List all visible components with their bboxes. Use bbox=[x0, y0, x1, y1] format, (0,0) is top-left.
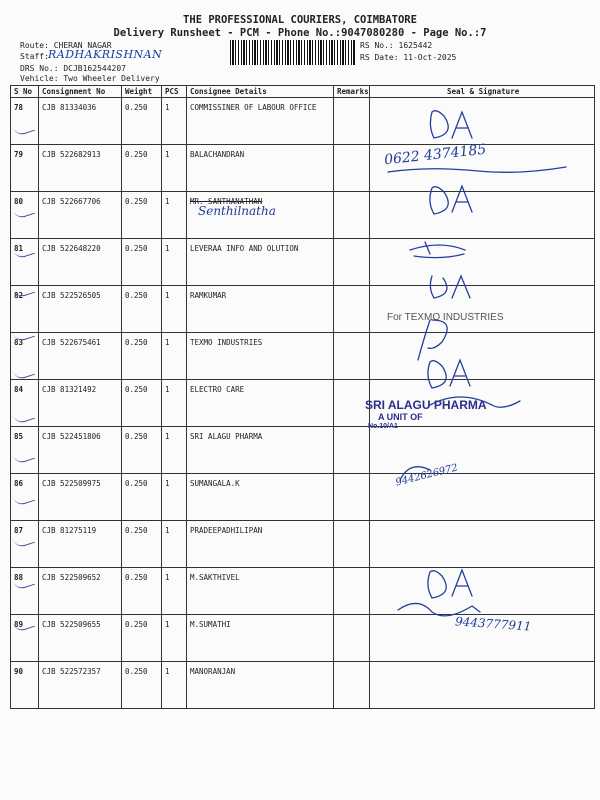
signature-83 bbox=[418, 320, 447, 360]
row-weight: 0.250 bbox=[122, 333, 162, 380]
row-consignment: CJB 81334036 bbox=[39, 98, 122, 145]
row-sno: 81 bbox=[11, 239, 39, 286]
row-pcs: 1 bbox=[162, 662, 187, 709]
row-weight: 0.250 bbox=[122, 239, 162, 286]
signature-87 bbox=[400, 467, 430, 480]
row-consignee: SUMANGALA.K bbox=[187, 474, 334, 521]
document-subtitle: Delivery Runsheet - PCM - Phone No.:9047080280 - Page No.:7 bbox=[113, 27, 487, 39]
stamp-sri-alagu-line3: No.10/A1 bbox=[368, 423, 398, 430]
row-consignment: CJB 81321492 bbox=[39, 380, 122, 427]
row-pcs: 1 bbox=[162, 615, 187, 662]
col-consignee: Consignee Details bbox=[187, 86, 334, 98]
row-consignment: CJB 522648220 bbox=[39, 239, 122, 286]
handwritten-consignee-name: Senthilnatha bbox=[198, 204, 276, 218]
row-consignee: COMMISSINER OF LABOUR OFFICE bbox=[187, 98, 334, 145]
rs-number: RS No.: 1625442 bbox=[360, 41, 433, 50]
row-consignee: MR. SANTHANATHAN bbox=[187, 192, 334, 239]
row-weight: 0.250 bbox=[122, 380, 162, 427]
signature-84 bbox=[428, 360, 470, 388]
handwritten-phone-79: 0622 4374185 bbox=[383, 141, 487, 169]
row-consignment: CJB 522572357 bbox=[39, 662, 122, 709]
row-consignee: SRI ALAGU PHARMA bbox=[187, 427, 334, 474]
stamp-sri-alagu-line1: SRI ALAGU PHARMA bbox=[365, 398, 487, 412]
col-sno: S No bbox=[11, 86, 39, 98]
row-consignee: ELECTRO CARE bbox=[187, 380, 334, 427]
row-pcs: 1 bbox=[162, 98, 187, 145]
row-weight: 0.250 bbox=[122, 568, 162, 615]
signature-79-scrawl bbox=[388, 167, 566, 172]
row-consignment: CJB 522451806 bbox=[39, 427, 122, 474]
row-weight: 0.250 bbox=[122, 286, 162, 333]
row-consignee: MANORANJAN bbox=[187, 662, 334, 709]
row-consignee: PRADEEPADHILIPAN bbox=[187, 521, 334, 568]
row-pcs: 1 bbox=[162, 474, 187, 521]
row-pcs: 1 bbox=[162, 192, 187, 239]
row-pcs: 1 bbox=[162, 239, 187, 286]
signature-82 bbox=[430, 276, 470, 298]
row-sno: 80 bbox=[11, 192, 39, 239]
row-sno: 78 bbox=[11, 98, 39, 145]
row-consignee: M.SUMATHI bbox=[187, 615, 334, 662]
handwritten-phone-90: 9443777911 bbox=[454, 614, 532, 634]
row-sno: 89 bbox=[11, 615, 39, 662]
row-sno: 88 bbox=[11, 568, 39, 615]
row-pcs: 1 bbox=[162, 568, 187, 615]
row-pcs: 1 bbox=[162, 427, 187, 474]
row-sno: 79 bbox=[11, 145, 39, 192]
row-consignee: TEXMO INDUSTRIES bbox=[187, 333, 334, 380]
handwritten-phone-87: 9442626972 bbox=[394, 462, 460, 489]
row-weight: 0.250 bbox=[122, 98, 162, 145]
row-sno: 84 bbox=[11, 380, 39, 427]
row-consignment: CJB 522509975 bbox=[39, 474, 122, 521]
row-weight: 0.250 bbox=[122, 427, 162, 474]
vehicle-info: Vehicle: Two Wheeler Delivery bbox=[20, 74, 160, 83]
row-sno: 83 bbox=[11, 333, 39, 380]
route-label: Route: CHERAN NAGAR bbox=[20, 41, 112, 50]
signature-80 bbox=[430, 186, 472, 214]
row-consignment: CJB 81275119 bbox=[39, 521, 122, 568]
col-remarks: Remarks bbox=[334, 86, 370, 98]
col-seal: Seal & Signature bbox=[369, 86, 594, 98]
row-sno: 87 bbox=[11, 521, 39, 568]
row-consignee: M.SAKTHIVEL bbox=[187, 568, 334, 615]
row-weight: 0.250 bbox=[122, 145, 162, 192]
row-pcs: 1 bbox=[162, 521, 187, 568]
row-sno: 85 bbox=[11, 427, 39, 474]
stamp-sri-alagu-line2: A UNIT OF bbox=[378, 412, 423, 422]
staff-signature: RADHAKRISHNAN bbox=[48, 48, 163, 61]
row-sno: 90 bbox=[11, 662, 39, 709]
row-pcs: 1 bbox=[162, 333, 187, 380]
signature-89 bbox=[428, 570, 472, 598]
row-pcs: 1 bbox=[162, 380, 187, 427]
row-sno: 86 bbox=[11, 474, 39, 521]
row-weight: 0.250 bbox=[122, 615, 162, 662]
row-weight: 0.250 bbox=[122, 192, 162, 239]
signature-78 bbox=[430, 111, 472, 138]
row-weight: 0.250 bbox=[122, 474, 162, 521]
drs-number: DRS No.: DCJB162544207 bbox=[20, 64, 126, 73]
row-consignment: CJB 522682913 bbox=[39, 145, 122, 192]
col-weight: Weight bbox=[122, 86, 162, 98]
row-consignee: LEVERAA INFO AND OLUTION bbox=[187, 239, 334, 286]
row-consignee: RAMKUMAR bbox=[187, 286, 334, 333]
row-sno: 82 bbox=[11, 286, 39, 333]
row-consignee: BALACHANDRAN bbox=[187, 145, 334, 192]
row-consignment: CJB 522509655 bbox=[39, 615, 122, 662]
staff-label: Staff: bbox=[20, 52, 49, 61]
stamp-texmo: For TEXMO INDUSTRIES bbox=[387, 312, 504, 323]
row-pcs: 1 bbox=[162, 145, 187, 192]
row-consignment: CJB 522675461 bbox=[39, 333, 122, 380]
row-consignment: CJB 522509652 bbox=[39, 568, 122, 615]
signature-90 bbox=[398, 603, 480, 615]
row-weight: 0.250 bbox=[122, 662, 162, 709]
signature-81 bbox=[410, 242, 465, 258]
row-pcs: 1 bbox=[162, 286, 187, 333]
row-consignment: CJB 522526505 bbox=[39, 286, 122, 333]
col-pcs: PCS bbox=[162, 86, 187, 98]
rs-date: RS Date: 11-Oct-2025 bbox=[360, 53, 457, 62]
row-weight: 0.250 bbox=[122, 521, 162, 568]
document-title: THE PROFESSIONAL COURIERS, COIMBATORE bbox=[183, 14, 417, 26]
col-consignment: Consignment No bbox=[39, 86, 122, 98]
signature-85 bbox=[430, 397, 520, 407]
row-consignment: CJB 522667706 bbox=[39, 192, 122, 239]
